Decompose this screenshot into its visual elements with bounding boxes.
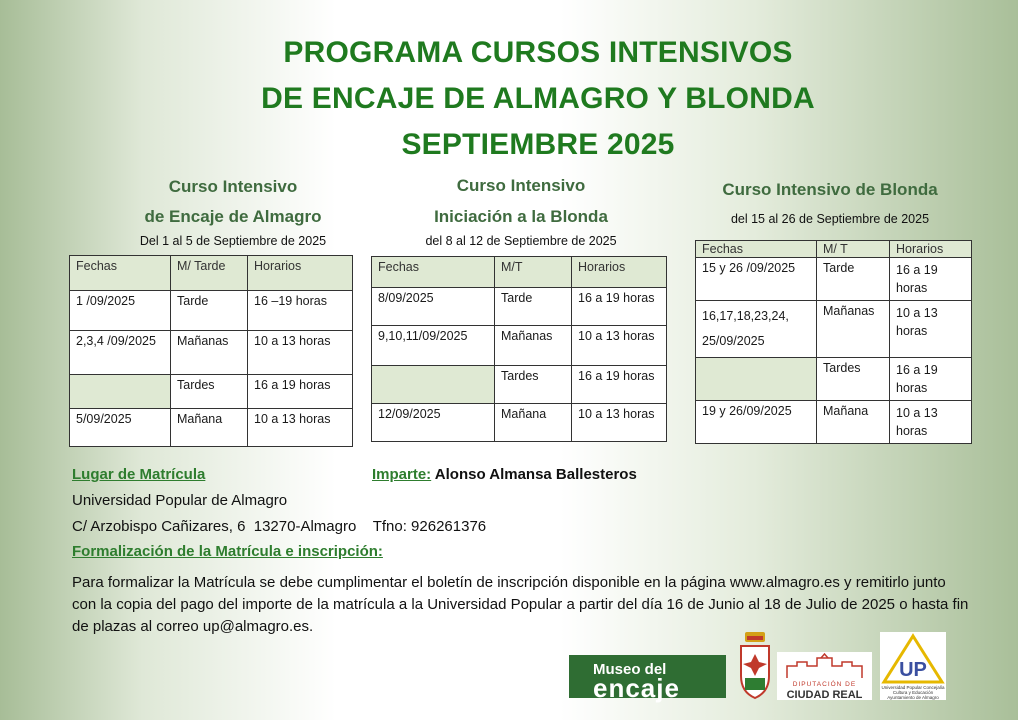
table-row <box>372 288 667 326</box>
table-cell: 10 a 13 horas <box>572 326 667 366</box>
up-triangle-icon <box>880 632 946 684</box>
table-cell: 16 a 19 horas <box>248 375 353 409</box>
place-name: Universidad Popular de Almagro <box>72 492 288 509</box>
table-row <box>696 258 972 301</box>
table-cell: 1 /09/2025 <box>70 291 171 331</box>
course-2-heading-1: Curso Intensivo <box>456 176 586 195</box>
table-cell: Tardes <box>171 375 248 409</box>
teacher-name: Alonso Almansa Ballesteros <box>431 466 637 483</box>
table-cell: 16,17,18,23,24, 25/09/2025 <box>696 301 817 358</box>
table-header-horarios: Horarios <box>890 241 972 258</box>
table-cell: 16 a 19 horas <box>572 366 667 404</box>
up-caption: Universidad Popular Concejalía Cultura y Educación Ayuntamiento de Almagro <box>881 685 945 700</box>
table-row <box>70 375 353 409</box>
table-header-turno: M/ T <box>817 241 890 258</box>
table-cell: 16 a 19 horas <box>890 358 972 401</box>
table-cell: Mañanas <box>817 301 890 358</box>
table-cell: 19 y 26/09/2025 <box>696 401 817 444</box>
table-cell: Tarde <box>817 258 890 301</box>
table-cell: Mañanas <box>495 326 572 366</box>
diputacion-line-2: CIUDAD REAL <box>786 689 863 701</box>
teacher-line <box>372 466 637 483</box>
table-cell: 16 a 19 horas <box>890 258 972 301</box>
table-cell: Tarde <box>495 288 572 326</box>
table-cell: Mañana <box>495 404 572 442</box>
page-title-line-3: SEPTIEMBRE 2025 <box>401 128 675 161</box>
course-1-heading-2: de Encaje de Almagro <box>144 207 322 226</box>
table-header-fechas: Fechas <box>70 256 171 291</box>
table-header-turno: M/T <box>495 257 572 288</box>
table-row <box>372 326 667 366</box>
place-label: Lugar de Matrícula <box>72 466 206 483</box>
table-cell: Tardes <box>495 366 572 404</box>
diputacion-ciudad-real-logo <box>777 652 872 700</box>
table-cell: 5/09/2025 <box>70 409 171 447</box>
table-cell: Tarde <box>171 291 248 331</box>
formalization-label: Formalización de la Matrícula e inscripción: <box>72 543 383 560</box>
table-cell: 2,3,4 /09/2025 <box>70 331 171 375</box>
table-cell: 16 –19 horas <box>248 291 353 331</box>
table-row <box>696 401 972 444</box>
table-cell: 9,10,11/09/2025 <box>372 326 495 366</box>
table-cell: Mañana <box>817 401 890 444</box>
course-1-schedule-table <box>69 255 353 447</box>
table-cell <box>372 366 495 404</box>
museo-encaje-logo <box>569 655 726 703</box>
table-cell: 15 y 26 /09/2025 <box>696 258 817 301</box>
table-header-fechas: Fechas <box>372 257 495 288</box>
place-address: C/ Arzobispo Cañizares, 6 13270-Almagro Tfno: 926261376 <box>72 518 487 535</box>
table-row <box>696 358 972 401</box>
enrollment-paragraph: Para formalizar la Matrícula se debe cumplimentar el boletín de inscripción disponible en la página www.almagro.es y remitirlo junto con la copia del pago del importe de la matrícula a la Universidad Popular a partir del día 16 de Junio al 18 de Julio de 2025 o hasta fin de plazas al correo up@almagro.es. <box>72 574 969 635</box>
table-row <box>372 366 667 404</box>
table-cell: Tardes <box>817 358 890 401</box>
table-row <box>70 331 353 375</box>
course-2-schedule-table <box>371 256 667 442</box>
teacher-label: Imparte: <box>372 466 432 483</box>
course-3-schedule-table <box>695 240 972 444</box>
universidad-popular-logo <box>880 632 946 700</box>
page-title-line-2: DE ENCAJE DE ALMAGRO Y BLONDA <box>261 82 815 115</box>
table-cell <box>696 358 817 401</box>
table-header-horarios: Horarios <box>572 257 667 288</box>
table-cell <box>70 375 171 409</box>
page-title-line-1: PROGRAMA CURSOS INTENSIVOS <box>283 36 793 69</box>
table-row <box>70 291 353 331</box>
coat-of-arms-icon <box>737 630 773 700</box>
table-cell: 12/09/2025 <box>372 404 495 442</box>
building-icon <box>777 652 872 680</box>
table-cell: Mañana <box>171 409 248 447</box>
table-cell: 10 a 13 horas <box>572 404 667 442</box>
table-cell: 16 a 19 horas <box>572 288 667 326</box>
up-letters: UP <box>899 659 927 681</box>
diputacion-line-1: DIPUTACIÓN DE <box>792 681 857 688</box>
table-row <box>696 301 972 358</box>
table-header-fechas: Fechas <box>696 241 817 258</box>
course-3-heading: Curso Intensivo de Blonda <box>722 180 938 199</box>
course-2-heading-2: Iniciación a la Blonda <box>434 207 608 226</box>
course-1-heading-1: Curso Intensivo <box>168 177 298 196</box>
museo-logo-line-1: Museo del <box>593 661 667 678</box>
table-row <box>372 404 667 442</box>
table-cell: 10 a 13 horas <box>248 331 353 375</box>
museo-logo-line-2: encaje <box>593 673 680 703</box>
table-row <box>70 409 353 447</box>
table-cell: 10 a 13 horas <box>890 401 972 444</box>
course-2-dates: del 8 al 12 de Septiembre de 2025 <box>425 234 617 248</box>
course-3-dates: del 15 al 26 de Septiembre de 2025 <box>730 212 930 226</box>
table-cell: Mañanas <box>171 331 248 375</box>
table-cell: 10 a 13 horas <box>890 301 972 358</box>
course-1-dates: Del 1 al 5 de Septiembre de 2025 <box>139 234 327 248</box>
table-header-turno: M/ Tarde <box>171 256 248 291</box>
table-cell: 10 a 13 horas <box>248 409 353 447</box>
table-cell: 8/09/2025 <box>372 288 495 326</box>
table-header-horarios: Horarios <box>248 256 353 291</box>
